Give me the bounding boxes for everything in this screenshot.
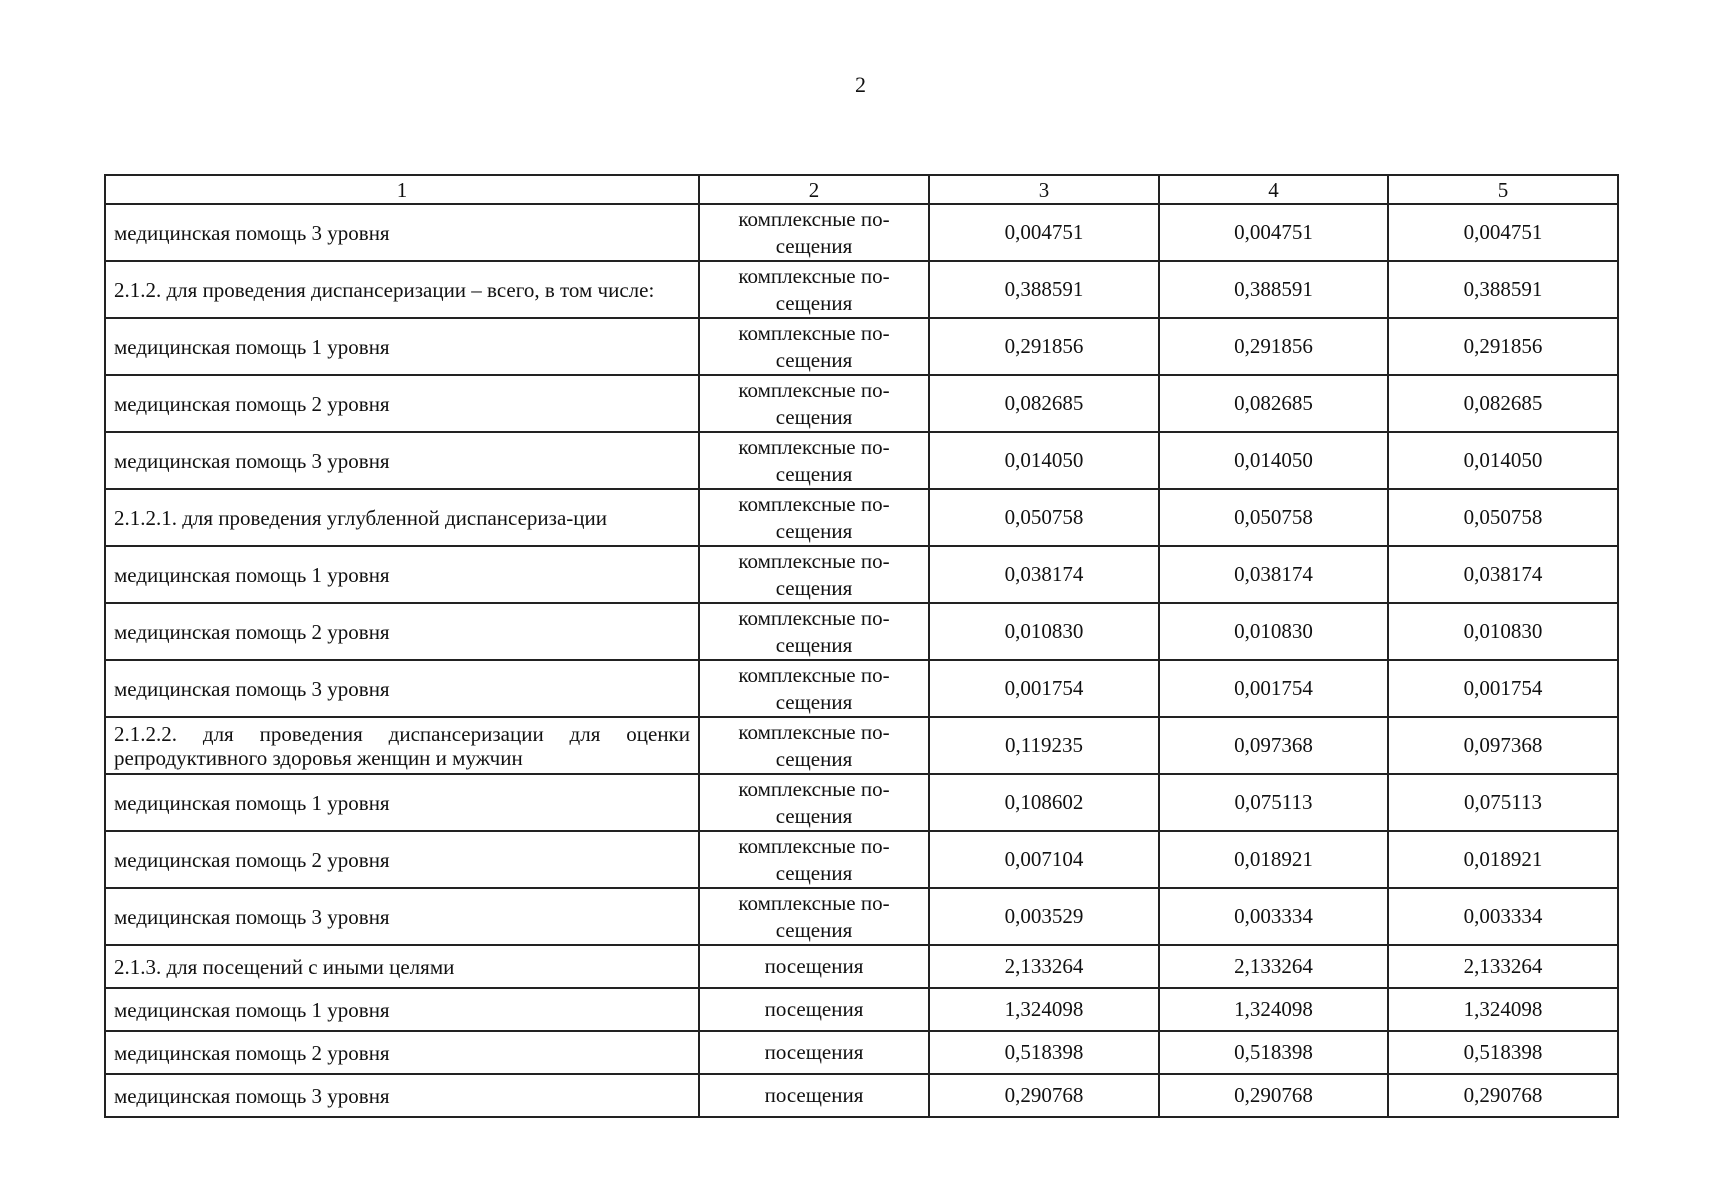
- row-unit-line-1: комплексные по-: [738, 605, 890, 630]
- row-value-col-5: 0,004751: [1388, 204, 1618, 261]
- row-unit-line-1: комплексные по-: [738, 719, 890, 744]
- row-value-col-3: 0,001754: [929, 660, 1159, 717]
- row-name-cell: медицинская помощь 2 уровня: [105, 1031, 699, 1074]
- row-unit-line-2: сещения: [775, 632, 853, 657]
- row-value-col-5: 2,133264: [1388, 945, 1618, 988]
- row-name-cell: 2.1.2. для проведения диспансеризации – всего, в том числе:: [105, 261, 699, 318]
- row-value-col-4: 0,075113: [1159, 774, 1388, 831]
- page-number: 2: [855, 72, 866, 97]
- table-header-row: [105, 175, 1618, 204]
- column-header-4: 4: [1159, 175, 1388, 204]
- row-value-col-4: 2,133264: [1159, 945, 1388, 988]
- table-row: [105, 204, 1618, 261]
- row-value-col-3: 0,290768: [929, 1074, 1159, 1117]
- row-value-col-3: 0,014050: [929, 432, 1159, 489]
- row-name-cell: медицинская помощь 2 уровня: [105, 375, 699, 432]
- column-header-2: 2: [699, 175, 929, 204]
- row-name-cell: медицинская помощь 2 уровня: [105, 831, 699, 888]
- row-unit-line-1: посещения: [764, 1040, 864, 1064]
- table-row: [105, 1074, 1618, 1117]
- row-unit-line-1: комплексные по-: [738, 776, 890, 801]
- row-value-col-3: 0,119235: [929, 717, 1159, 774]
- row-value-col-3: 0,082685: [929, 375, 1159, 432]
- row-name-cell: медицинская помощь 1 уровня: [105, 546, 699, 603]
- row-name-cell: 2.1.2.1. для проведения углубленной диспансериза-ции: [105, 489, 699, 546]
- row-value-col-5: 0,050758: [1388, 489, 1618, 546]
- row-value-col-4: 0,388591: [1159, 261, 1388, 318]
- row-unit-line-1: комплексные по-: [738, 206, 890, 231]
- row-value-col-5: 0,001754: [1388, 660, 1618, 717]
- row-unit-line-1: комплексные по-: [738, 263, 890, 288]
- row-unit-cell: [699, 774, 929, 831]
- row-value-col-5: 0,082685: [1388, 375, 1618, 432]
- table-row: [105, 546, 1618, 603]
- table-row: [105, 1031, 1618, 1074]
- row-unit-cell: [699, 1074, 929, 1117]
- row-value-col-4: 0,004751: [1159, 204, 1388, 261]
- data-table: [104, 174, 1619, 1118]
- row-unit-line-2: сещения: [775, 404, 853, 429]
- row-value-col-3: 0,003529: [929, 888, 1159, 945]
- row-value-col-5: 1,324098: [1388, 988, 1618, 1031]
- row-unit-line-1: посещения: [764, 954, 864, 978]
- row-unit-line-2: сещения: [775, 461, 853, 486]
- row-name-cell: медицинская помощь 2 уровня: [105, 603, 699, 660]
- table-row: [105, 888, 1618, 945]
- table-row: [105, 375, 1618, 432]
- row-value-col-3: 0,108602: [929, 774, 1159, 831]
- row-value-col-3: 0,007104: [929, 831, 1159, 888]
- row-unit-line-2: сещения: [775, 347, 853, 372]
- row-unit-line-2: сещения: [775, 860, 853, 885]
- row-unit-line-1: комплексные по-: [738, 491, 890, 516]
- row-unit-cell: [699, 988, 929, 1031]
- row-value-col-4: 0,082685: [1159, 375, 1388, 432]
- row-value-col-3: 1,324098: [929, 988, 1159, 1031]
- row-value-col-4: 1,324098: [1159, 988, 1388, 1031]
- row-unit-line-2: сещения: [775, 290, 853, 315]
- row-value-col-4: 0,003334: [1159, 888, 1388, 945]
- row-unit-line-1: комплексные по-: [738, 320, 890, 345]
- row-unit-line-1: комплексные по-: [738, 548, 890, 573]
- row-unit-line-1: комплексные по-: [738, 890, 890, 915]
- row-value-col-4: 0,010830: [1159, 603, 1388, 660]
- row-value-col-4: 0,518398: [1159, 1031, 1388, 1074]
- row-value-col-5: 0,014050: [1388, 432, 1618, 489]
- row-name-cell: медицинская помощь 3 уровня: [105, 1074, 699, 1117]
- row-unit-line-1: комплексные по-: [738, 662, 890, 687]
- table-body: [105, 204, 1618, 1117]
- column-header-5: 5: [1388, 175, 1618, 204]
- row-value-col-3: 0,038174: [929, 546, 1159, 603]
- table-row: [105, 831, 1618, 888]
- row-value-col-4: 0,290768: [1159, 1074, 1388, 1117]
- table-row: [105, 988, 1618, 1031]
- row-value-col-3: 0,518398: [929, 1031, 1159, 1074]
- row-unit-cell: [699, 888, 929, 945]
- row-unit-cell: [699, 261, 929, 318]
- row-name-cell: медицинская помощь 1 уровня: [105, 318, 699, 375]
- row-value-col-3: 2,133264: [929, 945, 1159, 988]
- table-row: [105, 318, 1618, 375]
- row-unit-cell: [699, 945, 929, 988]
- row-value-col-5: 0,097368: [1388, 717, 1618, 774]
- row-unit-line-2: сещения: [775, 575, 853, 600]
- row-value-col-4: 0,291856: [1159, 318, 1388, 375]
- row-value-col-5: 0,018921: [1388, 831, 1618, 888]
- row-value-col-5: 0,388591: [1388, 261, 1618, 318]
- column-header-3: 3: [929, 175, 1159, 204]
- row-name-cell: 2.1.3. для посещений с иными целями: [105, 945, 699, 988]
- row-unit-line-1: посещения: [764, 997, 864, 1021]
- table-row: [105, 603, 1618, 660]
- row-unit-cell: [699, 660, 929, 717]
- row-value-col-3: 0,050758: [929, 489, 1159, 546]
- row-unit-cell: [699, 375, 929, 432]
- table-row: [105, 660, 1618, 717]
- row-unit-cell: [699, 318, 929, 375]
- row-name-cell: медицинская помощь 3 уровня: [105, 888, 699, 945]
- table-row: [105, 432, 1618, 489]
- row-value-col-4: 0,038174: [1159, 546, 1388, 603]
- row-unit-line-1: посещения: [764, 1083, 864, 1107]
- row-value-col-3: 0,388591: [929, 261, 1159, 318]
- row-unit-line-2: сещения: [775, 233, 853, 258]
- row-name-cell: медицинская помощь 3 уровня: [105, 432, 699, 489]
- row-value-col-5: 0,038174: [1388, 546, 1618, 603]
- row-name-cell: 2.1.2.2. для проведения диспансеризации для оценки репродуктивного здоровья женщин и мужчин: [105, 717, 699, 774]
- row-unit-line-1: комплексные по-: [738, 377, 890, 402]
- row-value-col-5: 0,290768: [1388, 1074, 1618, 1117]
- table-row: [105, 261, 1618, 318]
- row-unit-cell: [699, 603, 929, 660]
- row-name-cell: медицинская помощь 3 уровня: [105, 204, 699, 261]
- row-value-col-3: 0,004751: [929, 204, 1159, 261]
- row-unit-cell: [699, 204, 929, 261]
- row-value-col-5: 0,010830: [1388, 603, 1618, 660]
- row-unit-line-2: сещения: [775, 917, 853, 942]
- row-unit-line-2: сещения: [775, 689, 853, 714]
- row-value-col-5: 0,003334: [1388, 888, 1618, 945]
- row-unit-cell: [699, 432, 929, 489]
- row-value-col-5: 0,518398: [1388, 1031, 1618, 1074]
- row-unit-cell: [699, 1031, 929, 1074]
- row-unit-line-2: сещения: [775, 518, 853, 543]
- table-row: [105, 945, 1618, 988]
- row-unit-line-2: сещения: [775, 803, 853, 828]
- row-name-cell: медицинская помощь 3 уровня: [105, 660, 699, 717]
- row-value-col-4: 0,050758: [1159, 489, 1388, 546]
- table-row: [105, 489, 1618, 546]
- row-value-col-4: 0,001754: [1159, 660, 1388, 717]
- row-value-col-4: 0,018921: [1159, 831, 1388, 888]
- row-value-col-5: 0,075113: [1388, 774, 1618, 831]
- row-unit-line-1: комплексные по-: [738, 833, 890, 858]
- table-row: [105, 774, 1618, 831]
- row-name-cell: медицинская помощь 1 уровня: [105, 988, 699, 1031]
- row-unit-line-1: комплексные по-: [738, 434, 890, 459]
- row-value-col-3: 0,010830: [929, 603, 1159, 660]
- table-row: [105, 717, 1618, 774]
- row-value-col-4: 0,097368: [1159, 717, 1388, 774]
- row-unit-line-2: сещения: [775, 746, 853, 771]
- row-unit-cell: [699, 831, 929, 888]
- row-value-col-4: 0,014050: [1159, 432, 1388, 489]
- row-name-cell: медицинская помощь 1 уровня: [105, 774, 699, 831]
- row-unit-cell: [699, 546, 929, 603]
- row-unit-cell: [699, 489, 929, 546]
- row-value-col-3: 0,291856: [929, 318, 1159, 375]
- row-value-col-5: 0,291856: [1388, 318, 1618, 375]
- row-unit-cell: [699, 717, 929, 774]
- column-header-1: 1: [105, 175, 699, 204]
